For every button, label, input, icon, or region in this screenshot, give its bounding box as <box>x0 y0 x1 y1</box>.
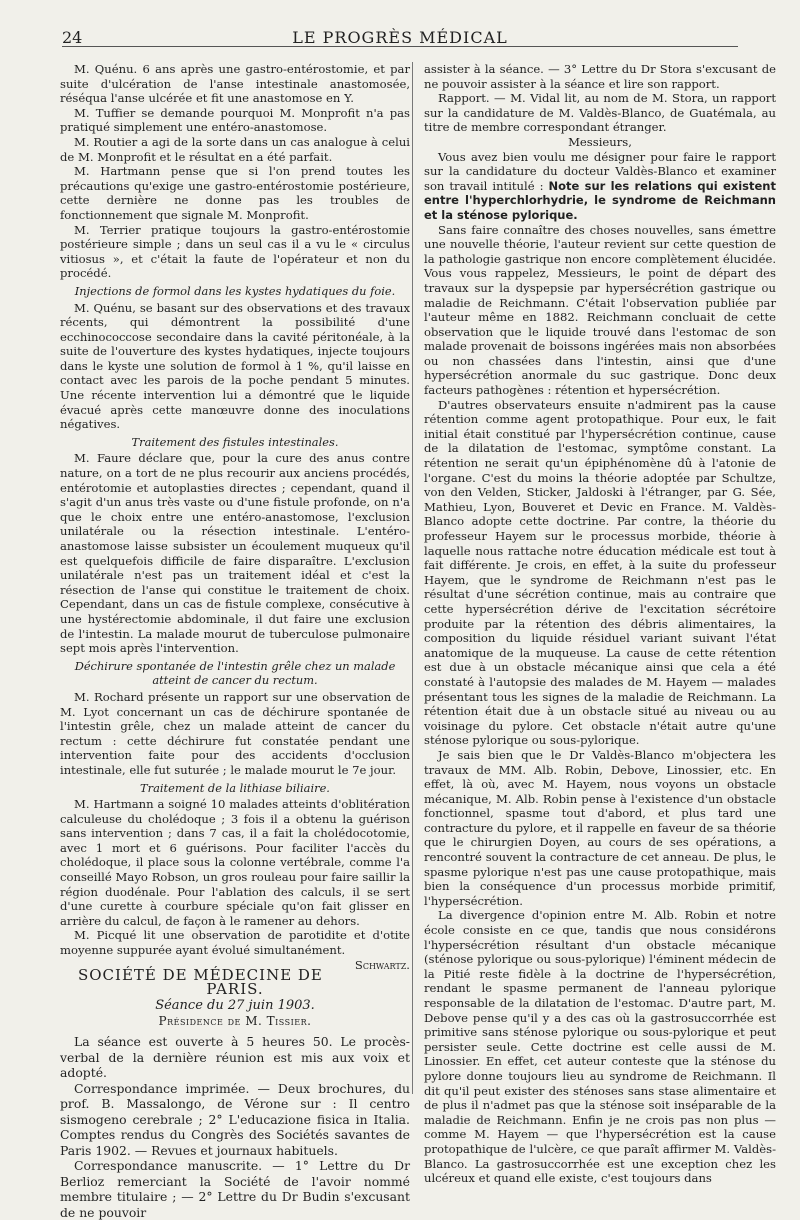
paragraph: M. Quénu. 6 ans après une gastro-entérostomie, et par suite d'ulcération de l'anse intestinale anastomosée, réséqua l'anse ulcérée et fit une anastomose en Y. <box>60 62 410 106</box>
section-subtitle: Traitement des fistules intestinales. <box>131 434 339 449</box>
paragraph: M. Quénu, se basant sur des observations et des travaux récents, qui démontrent la possibilité d'une ecchinococcose secondaire dans la cavité péritonéale, à la suite de l'ouverture des kystes hydatiques, injecte toujours dans le kyste une solution de formol à 1 %, qu'il laisse en contact avec les parois de la poche pendant 5 minutes. Une récente intervention lui a démontré que le liquide évacué après cette manœuvre donne des inoculations négatives. <box>60 300 410 432</box>
paragraph: La séance est ouverte à 5 heures 50. Le procès-verbal de la dernière réunion est mis aux voix et adopté. <box>60 1034 410 1080</box>
section-subtitle: Traitement de la lithiase biliaire. <box>140 780 330 795</box>
paragraph <box>60 928 410 972</box>
author-signature: Schwartz. <box>354 957 410 972</box>
paragraph: Correspondance imprimée. — Deux brochures, du prof. B. Massalongo, de Vérone sur : Il centro sismogeno cerebrale ; 2° L'educazione fisica in Italia. Comptes rendus du Congrès des Sociétés savantes de Paris 1902. — Revues et journaux habituels. <box>60 1080 410 1158</box>
paragraph: M. Routier a agi de la sorte dans un cas analogue à celui de M. Monprofit et le résultat en a été parfait. <box>60 134 410 164</box>
paragraph: Sans faire connaître des choses nouvelles, sans émettre une nouvelle théorie, l'auteur revient sur cette question de la pathologie gastrique non encore complètement élucidée. Vous vous rappelez, Messieurs, le point de départ des travaux sur la dyspepsie par hypersécrétion gastrique ou maladie de Reichmann. C'était l'observation publiée par l'auteur même en 1882. Reichmann concluait de cette observation que le liquide trouvé dans l'estomac de son malade provenait de boissons ingérées mais non absorbées ou non chassées dans l'intestin, ainsi que d'une hypersécrétion anormale du suc gastrique. Donc deux facteurs pathogènes : rétention et hypersécrétion. <box>424 222 776 398</box>
society-heading: SOCIÉTÉ DE MÉDECINE DE PARIS. <box>77 965 323 999</box>
paragraph-text: Vous avez bien voulu me désigner pour faire le rapport sur la candidature du docteur Valdès-Blanco et examiner son travail intitulé : <box>424 149 776 193</box>
paragraph: D'autres observateurs ensuite n'admirent pas la cause rétention comme agent protopathique. Pour eux, le fait initial était constitué par l'hypersécrétion continue, cause de la dilatation de l'estomac, symptôme constant. La rétention ne serait qu'un épiphénomène dû à l'atonie de l'organe. C'est du moins la théorie adoptée par Schultze, von den Velden, Sticker, Jaldoski à l'étranger, par G. Sée, Mathieu, Lyon, Bouveret et Devic en France. M. Valdès-Blanco adopte cette doctrine. Par contre, la théorie du professeur Hayem sur le processus morbide, théorie à laquelle nous rattache notre éducation médicale est tout à fait différente. Je crois, en effet, à la suite du professeur Hayem, que le syndrome de Reichmann n'est pas le résultat d'une sécrétion continue, mais au contraire que cette hypersécrétion dérive de l'excitation sécrétoire produite par la rétention des débris alimentaires, la composition du liquide résiduel variant suivant l'état anatomique de la muqueuse. La cause de cette rétention est due à un obstacle mécanique ainsi que cela a été constaté à l'autopsie des malades de M. Hayem — malades présentant tous les signes de la maladie de Reichmann. La rétention était due à un obstacle situé au niveau ou au voisinage du pylore. Cet obstacle n'était autre qu'une sténose pylorique ou sous-pylorique. <box>424 397 776 748</box>
paragraph: La divergence d'opinion entre M. Alb. Robin et notre école consiste en ce que, tandis que nous considérons l'hypersécrétion résultant d'un obstacle mécanique (sténose pylorique ou sous-pylorique) l'éminent médecin de la Pitié reste fidèle à la doctrine de l'hypersécrétion, rendant le spasme permanent de l'anneau pylorique responsable de la dilatation de l'estomac. D'autre part, M. Debove pense qu'il y a des cas où la gastrosuccorrhée est primitive sans sténose pylorique ou sous-pylorique et peut persister seule. Cette doctrine est celle aussi de M. Linossier. En effet, cet auteur conteste que la sténose du pylore donne toujours lieu au syndrome de Reichmann. Il dit qu'il peut exister des sténoses sans stase alimentaire et de plus il n'admet pas que la sténose soit inséparable de la maladie de Reichmann. Enfin je ne crois pas non plus — comme M. Hayem — que l'hypersécrétion est la cause protopathique de l'ulcère, ce que paraît affirmer M. Valdès-Blanco. La gastrosuccorrhée est une exception chez les ulcéreux et quand elle existe, c'est toujours dans <box>424 908 776 1186</box>
paragraph: M. Hartmann pense que si l'on prend toutes les précautions qu'exige une gastro-entérostomie postérieure, cette dernière ne donne pas les troubles de fonctionnement que signale M. Monprofit. <box>60 164 410 222</box>
paragraph <box>424 150 776 223</box>
paragraph-text: M. Picqué lit une observation de parotidite et d'otite moyenne suppurée ayant évolué simultanément. <box>60 928 410 958</box>
paragraph: M. Tuffier se demande pourquoi M. Monprofit n'a pas pratiqué simplement une entéro-anastomose. <box>60 105 410 135</box>
right-column <box>424 62 776 1186</box>
paragraph: M. Rochard présente un rapport sur une observation de M. Lyot concernant un cas de déchirure spontanée de l'intestin grêle, chez un malade atteint de cancer du rectum : cette déchirure fut constatée pendant une intervention faite pour des accidents d'occlusion intestinale, elle fut suturée ; le malade mourut le 7e jour. <box>60 689 410 777</box>
journal-title: LE PROGRÈS MÉDICAL <box>292 28 508 47</box>
column-divider <box>412 62 413 1094</box>
page-header <box>62 26 738 47</box>
paragraph: Correspondance manuscrite. — 1° Lettre du Dr Berlioz remerciant la Société de l'avoir nommé membre titulaire ; — 2° Lettre du Dr Budin s'excusant de ne pouvoir <box>60 1158 410 1220</box>
paragraph: M. Faure déclare que, pour la cure des anus contre nature, on a tort de ne plus recourir aux anciens procédés, entérotomie et autoplasties directes ; cependant, quand il s'agit d'un anus très vaste ou d'une fistule profonde, on n'a que le choix entre une entéro-anastomose, l'exclusion unilatérale ou la résection intestinale. L'entéro-anastomose laisse subsister un écoulement muqueux qu'il est quelquefois difficile de faire disparaître. L'exclusion unilatérale n'est pas un traitement idéal et c'est la résection de l'anse qui constitue le traitement de choix. Cependant, dans un cas de fistule complexe, consécutive à une hystérectomie abdominale, il dut faire une exclusion de l'intestin. La malade mourut de tuberculose pulmonaire sept mois après l'intervention. <box>60 451 410 656</box>
left-column <box>60 62 410 1220</box>
paragraph: Je sais bien que le Dr Valdès-Blanco m'objectera les travaux de MM. Alb. Robin, Debove, Linossier, etc. En effet, là où, avec M. Hayem, nous voyons un obstacle mécanique, M. Alb. Robin pense à l'existence d'un obstacle fonctionnel, spasme tout d'abord, et plus tard une contracture du pylore, et il rappelle en faveur de sa théorie que le chirurgien Doyen, au cours de ses opérations, a rencontré souvent la contracture de cet anneau. De plus, le spasme pylorique n'est pas une cause protopathique, mais bien la conséquence d'un processus morbide primitif, l'hypersécrétion. <box>424 747 776 908</box>
paragraph: Rapport. — M. Vidal lit, au nom de M. Stora, un rapport sur la candidature de M. Valdès-Blanco, de Guatémala, au titre de membre correspondant étranger. <box>424 91 776 135</box>
section-subtitle: Injections de formol dans les kystes hydatiques du foie. <box>74 283 396 298</box>
salutation: Messieurs, <box>568 134 632 149</box>
page-number: 24 <box>62 28 83 47</box>
presidency: Présidence de M. Tissier. <box>158 1014 312 1029</box>
paragraph: M. Terrier pratique toujours la gastro-entérostomie postérieure simple ; dans un seul cas il a vu le « circulus vitiosus », et c'était la faute de l'opérateur et non du procédé. <box>60 222 410 281</box>
section-subtitle: Déchirure spontanée de l'intestin grêle chez un malade atteint de cancer du rectum. <box>74 658 396 688</box>
session-date: Séance du 27 juin 1903. <box>155 997 315 1013</box>
work-title: Note sur les relations qui existent entre l'hyperchlorhydrie, le syndrome de Reichmann et la sténose pylorique. <box>424 178 776 222</box>
paragraph: M. Hartmann a soigné 10 malades atteints d'oblitération calculeuse du cholédoque ; 3 fois il a obtenu la guérison sans intervention ; dans 7 cas, il a fait la cholédocotomie, avec 1 mort et 6 guérisons. Pour faciliter l'accès du cholédoque, il place sous la colonne vertébrale, comme l'a conseillé Mayo Robson, un gros rouleau pour faire saillir la région duodénale. Pour l'ablation des calculs, il se sert d'une curette à courbure spéciale qu'on fait glisser en arrière du calcul, de façon à le ramener au dehors. <box>60 797 410 928</box>
paragraph: assister à la séance. — 3° Lettre du Dr Stora s'excusant de ne pouvoir assister à la séance et lire son rapport. <box>424 62 776 91</box>
